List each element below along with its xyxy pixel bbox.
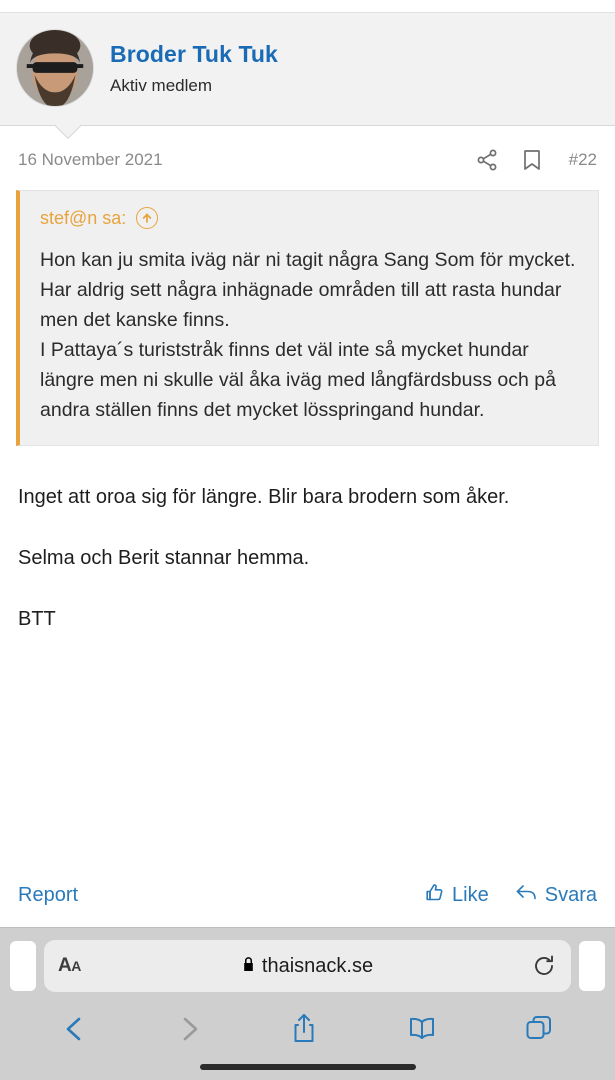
tabs-icon[interactable]: [525, 1013, 553, 1045]
reply-label: Svara: [544, 884, 597, 906]
bookmark-icon[interactable]: [521, 148, 543, 172]
like-button[interactable]: [424, 882, 489, 909]
back-icon[interactable]: [62, 1013, 88, 1045]
quote-line: Hon kan ju smita iväg när ni tagit några Sang Som för mycket.: [40, 249, 576, 271]
jump-to-quote-icon[interactable]: [136, 207, 158, 229]
share-icon[interactable]: [475, 148, 499, 172]
reply-button[interactable]: [515, 882, 597, 909]
browser-url-bar: [0, 927, 615, 1000]
url-center: [44, 955, 571, 978]
post-author-header: [0, 12, 615, 126]
report-button[interactable]: Report: [18, 884, 79, 906]
post-actions-right: [424, 882, 597, 909]
text-size-button[interactable]: AA: [58, 955, 81, 976]
quote-body: [40, 245, 580, 425]
page-top-edge: [0, 0, 615, 12]
quote-line: Har aldrig sett några inhägnade områden till att rasta hundar men det kanske finns.: [40, 279, 562, 331]
post-date: 16 November 2021: [18, 150, 163, 169]
lock-icon: [242, 956, 255, 977]
share-icon[interactable]: [290, 1012, 318, 1046]
home-indicator-area: [0, 1052, 615, 1080]
thumbs-up-icon: [424, 882, 445, 909]
author-title: Aktiv medlem: [110, 75, 213, 95]
post-paragraph: Inget att oroa sig för längre. Blir bara brodern som åker.: [18, 486, 510, 508]
author-block: [110, 41, 278, 96]
post-meta-row: [0, 126, 615, 186]
previous-tab-edge[interactable]: [10, 941, 36, 991]
reply-arrow-icon: [515, 882, 538, 909]
next-tab-edge[interactable]: [579, 941, 605, 991]
home-indicator[interactable]: [200, 1064, 416, 1070]
post-paragraph: Selma och Berit stannar hemma.: [18, 547, 310, 569]
quote-block: [16, 190, 599, 446]
browser-toolbar: [0, 1000, 615, 1052]
text-size-small-a: A: [71, 958, 81, 974]
url-text: thaisnack.se: [261, 954, 374, 977]
author-name[interactable]: Broder Tuk Tuk: [110, 40, 278, 67]
bookmarks-icon[interactable]: [407, 1013, 437, 1045]
quote-header: [40, 207, 580, 229]
post-number[interactable]: #22: [568, 150, 597, 169]
post-meta-icons: [475, 148, 597, 172]
post-body: [0, 446, 615, 870]
quote-author[interactable]: stef@n sa:: [40, 207, 127, 228]
url-field[interactable]: [44, 940, 571, 992]
reload-icon[interactable]: [531, 953, 557, 979]
quote-line: I Pattaya´s turiststråk finns det väl inte så mycket hundar längre men ni skulle väl åka iväg med långfärdsbuss och på andra ställen finns det mycket lösspringand hundar.: [40, 339, 556, 421]
post-paragraph: BTT: [18, 608, 56, 630]
like-label: Like: [452, 884, 489, 906]
avatar[interactable]: [16, 29, 94, 107]
forward-icon: [176, 1013, 202, 1045]
post-actions: [0, 870, 615, 927]
